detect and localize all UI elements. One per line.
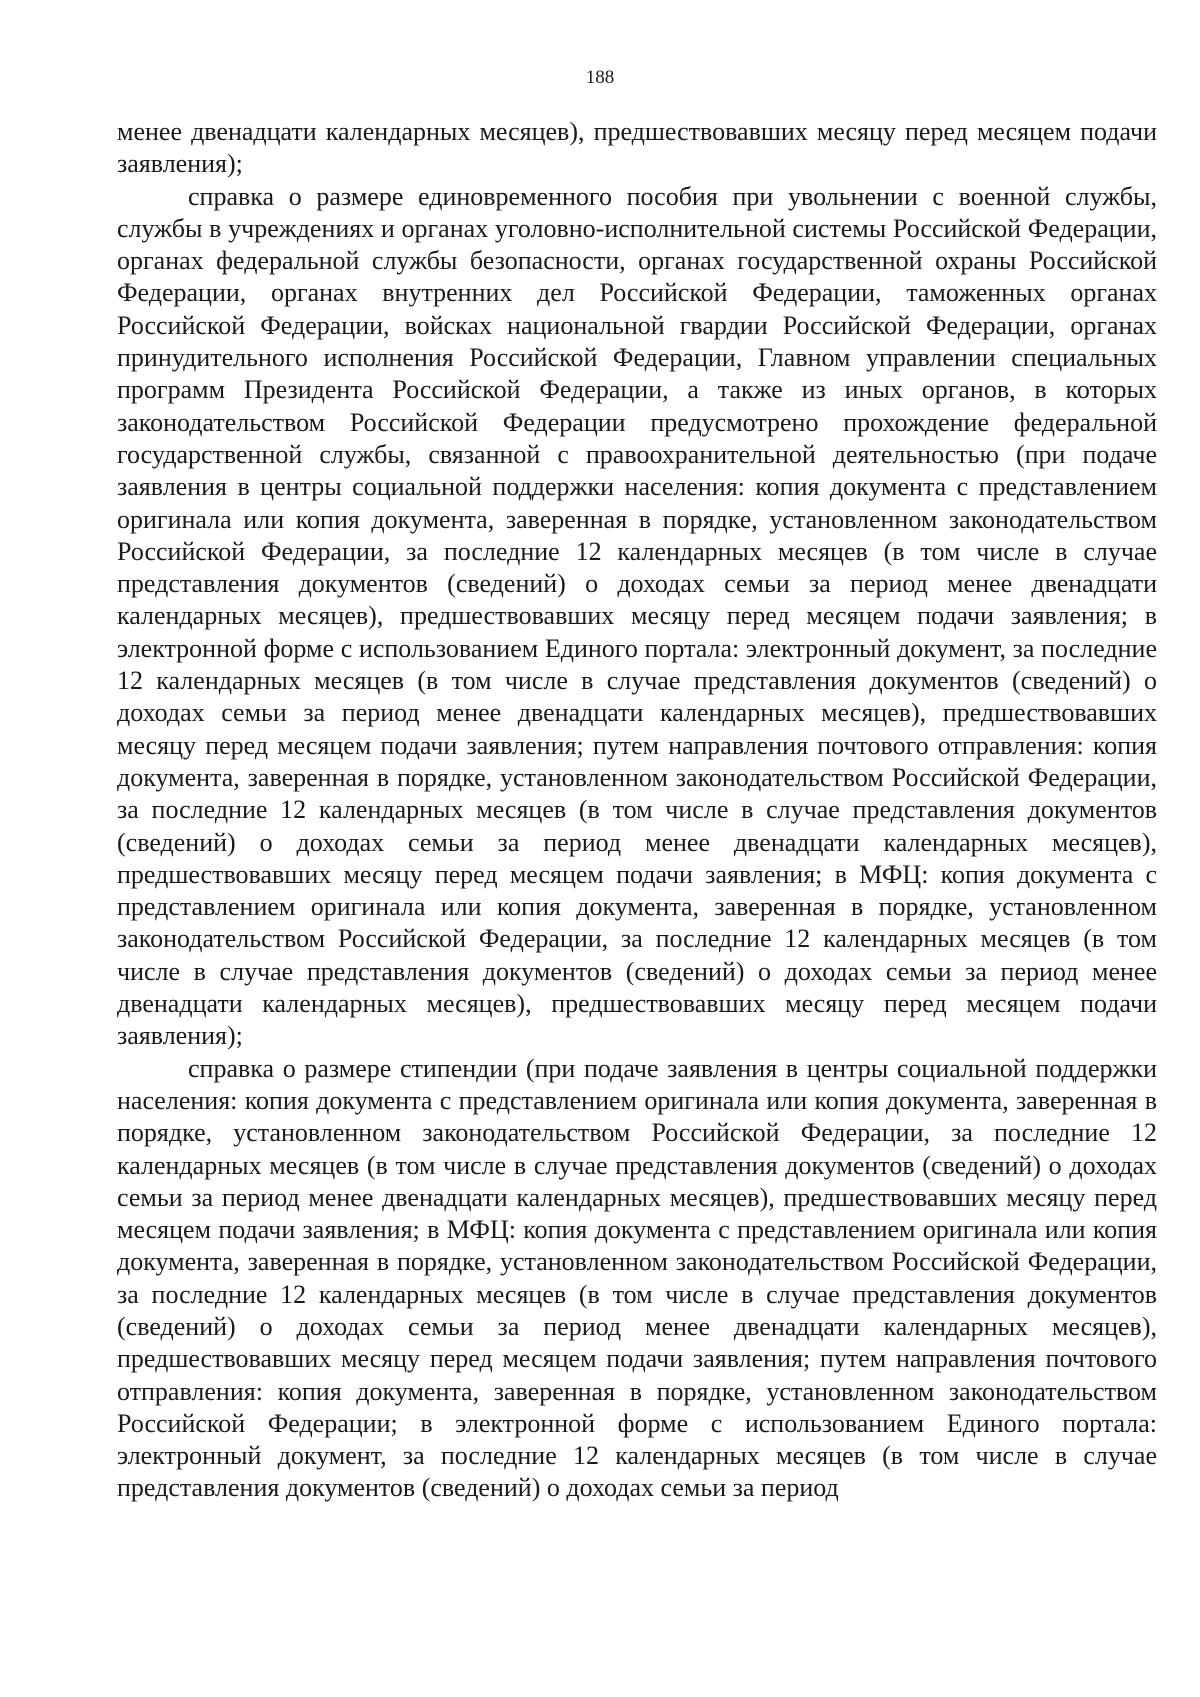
- page-number: 188: [585, 67, 615, 88]
- paragraph-continuation: менее двенадцати календарных месяцев), предшествовавших месяцу перед месяцем подачи заявления);: [117, 117, 1157, 179]
- paragraph-severance-certificate: справка о размере единовременного пособия при увольнении с военной службы, службы в учреждениях и органах уголовно-исполнительной системы Российской Федерации, органах федеральной службы безопасности, органах государственной охраны Российской Федерации, органах внутренних дел Российской Федерации, таможенных органах Российской Федерации, войсках национальной гвардии Российской Федерации, органах принудительного исполнения Российской Федерации, Главном управлении специальных программ Президента Российской Федерации, а также из иных органов, в которых законодательством Российской Федерации предусмотрено прохождение федеральной государственной службы, связанной с правоохранительной деятельностью (при подаче заявления в центры социальной поддержки населения: копия документа с представлением оригинала или копия документа, заверенная в порядке, установленном законодательством Российской Федерации, за последние 12 календарных месяцев (в том числе в случае представления документов (сведений) о доходах семьи за период менее двенадцати календарных месяцев), предшествовавших месяцу перед месяцем подачи заявления; в электронной форме с использованием Единого портала: электронный документ, за последние 12 календарных месяцев (в том числе в случае представления документов (сведений) о доходах семьи за период менее двенадцати календарных месяцев), предшествовавших месяцу перед месяцем подачи заявления; путем направления почтового отправления: копия документа, заверенная в порядке, установленном законодательством Российской Федерации, за последние 12 календарных месяцев (в том числе в случае представления документов (сведений) о доходах семьи за период менее двенадцати календарных месяцев), предшествовавших месяцу перед месяцем подачи заявления; в МФЦ: копия документа с представлением оригинала или копия документа, заверенная в порядке, установленном законодательством Российской Федерации, за последние 12 календарных месяцев (в том числе в случае представления документов (сведений) о доходах семьи за период менее двенадцати календарных месяцев), предшествовавших месяцу перед месяцем подачи заявления);: [117, 181, 1157, 1051]
- paragraph-stipend-certificate: справка о размере стипендии (при подаче заявления в центры социальной поддержки населения: копия документа с представлением оригинала или копия документа, заверенная в порядке, установленном законодательством Российской Федерации, за последние 12 календарных месяцев (в том числе в случае представления документов (сведений) о доходах семьи за период менее двенадцати календарных месяцев), предшествовавших месяцу перед месяцем подачи заявления; в МФЦ: копия документа с представлением оригинала или копия документа, заверенная в порядке, установленном законодательством Российской Федерации, за последние 12 календарных месяцев (в том числе в случае представления документов (сведений) о доходах семьи за период менее двенадцати календарных месяцев), предшествовавших месяцу перед месяцем подачи заявления; путем направления почтового отправления: копия документа, заверенная в порядке, установленном законодательством Российской Федерации; в электронной форме с использованием Единого портала: электронный документ, за последние 12 календарных месяцев (в том числе в случае представления документов (сведений) о доходах семьи за период: [117, 1053, 1157, 1503]
- document-body: [117, 116, 1157, 1505]
